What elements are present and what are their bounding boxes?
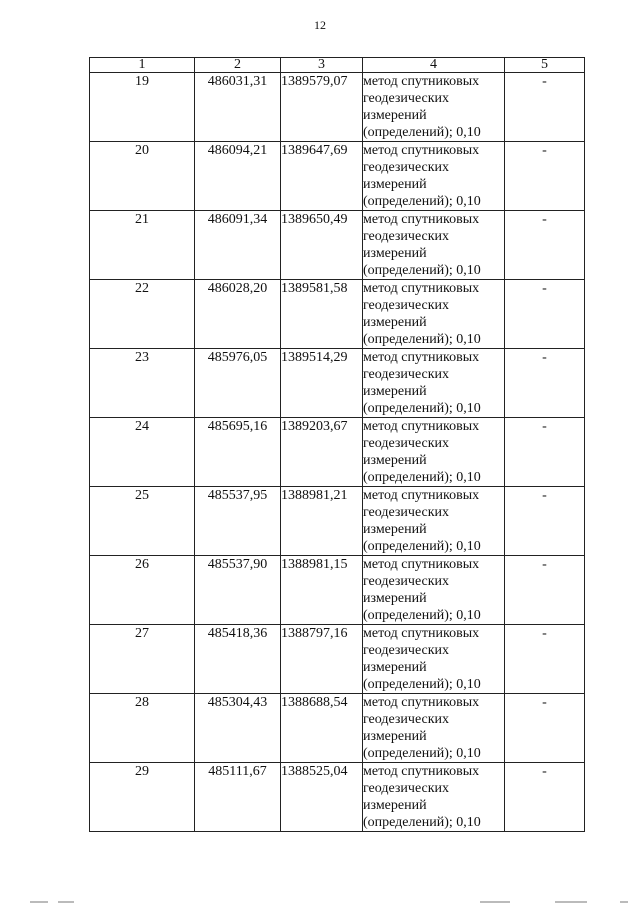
note-cell: - <box>505 487 585 556</box>
point-number-cell: 25 <box>90 487 195 556</box>
note-cell: - <box>505 694 585 763</box>
note-cell: - <box>505 556 585 625</box>
point-number-cell: 22 <box>90 280 195 349</box>
y-coordinate-cell: 1389514,29 <box>281 349 363 418</box>
table-row <box>90 280 585 349</box>
y-coordinate-cell: 1388797,16 <box>281 625 363 694</box>
method-text: метод спутниковых геодезических измерений (определений); 0,10 <box>363 626 481 692</box>
coordinates-table <box>89 57 585 832</box>
y-coordinate-cell: 1388981,15 <box>281 556 363 625</box>
method-cell <box>363 73 505 142</box>
table-row <box>90 487 585 556</box>
column-header-1: 1 <box>90 58 195 73</box>
method-text: метод спутниковых геодезических измерений (определений); 0,10 <box>363 764 481 830</box>
x-coordinate-cell: 486028,20 <box>195 280 281 349</box>
note-cell: - <box>505 280 585 349</box>
x-coordinate-cell: 485976,05 <box>195 349 281 418</box>
point-number-cell: 19 <box>90 73 195 142</box>
point-number-cell: 24 <box>90 418 195 487</box>
column-header-4: 4 <box>363 58 505 73</box>
method-cell <box>363 142 505 211</box>
x-coordinate-cell: 486031,31 <box>195 73 281 142</box>
x-coordinate-cell: 485537,90 <box>195 556 281 625</box>
method-text: метод спутниковых геодезических измерений (определений); 0,10 <box>363 419 481 485</box>
y-coordinate-cell: 1389650,49 <box>281 211 363 280</box>
method-text: метод спутниковых геодезических измерений (определений); 0,10 <box>363 143 481 209</box>
note-cell: - <box>505 349 585 418</box>
method-cell <box>363 211 505 280</box>
method-text: метод спутниковых геодезических измерений (определений); 0,10 <box>363 488 481 554</box>
point-number-cell: 20 <box>90 142 195 211</box>
table-row <box>90 418 585 487</box>
point-number-cell: 29 <box>90 763 195 832</box>
column-header-5: 5 <box>505 58 585 73</box>
y-coordinate-cell: 1389203,67 <box>281 418 363 487</box>
table-row <box>90 694 585 763</box>
y-coordinate-cell: 1388525,04 <box>281 763 363 832</box>
y-coordinate-cell: 1389579,07 <box>281 73 363 142</box>
method-text: метод спутниковых геодезических измерений (определений); 0,10 <box>363 350 481 416</box>
column-header-2: 2 <box>195 58 281 73</box>
x-coordinate-cell: 485304,43 <box>195 694 281 763</box>
x-coordinate-cell: 485111,67 <box>195 763 281 832</box>
y-coordinate-cell: 1388981,21 <box>281 487 363 556</box>
point-number-cell: 28 <box>90 694 195 763</box>
x-coordinate-cell: 485418,36 <box>195 625 281 694</box>
method-cell <box>363 487 505 556</box>
x-coordinate-cell: 485537,95 <box>195 487 281 556</box>
table-row <box>90 142 585 211</box>
x-coordinate-cell: 486091,34 <box>195 211 281 280</box>
note-cell: - <box>505 73 585 142</box>
note-cell: - <box>505 418 585 487</box>
table-row <box>90 349 585 418</box>
method-text: метод спутниковых геодезических измерений (определений); 0,10 <box>363 74 481 140</box>
method-cell <box>363 625 505 694</box>
table-row <box>90 211 585 280</box>
method-cell <box>363 418 505 487</box>
y-coordinate-cell: 1389581,58 <box>281 280 363 349</box>
point-number-cell: 23 <box>90 349 195 418</box>
scan-footer-marks <box>0 897 640 903</box>
method-cell <box>363 349 505 418</box>
y-coordinate-cell: 1388688,54 <box>281 694 363 763</box>
table-body <box>90 73 585 832</box>
table-row <box>90 73 585 142</box>
point-number-cell: 27 <box>90 625 195 694</box>
table-header-row <box>90 58 585 73</box>
note-cell: - <box>505 142 585 211</box>
method-cell <box>363 556 505 625</box>
method-cell <box>363 694 505 763</box>
method-text: метод спутниковых геодезических измерений (определений); 0,10 <box>363 557 481 623</box>
point-number-cell: 26 <box>90 556 195 625</box>
point-number-cell: 21 <box>90 211 195 280</box>
method-cell <box>363 763 505 832</box>
table-row <box>90 556 585 625</box>
page-number: 12 <box>314 18 326 32</box>
method-text: метод спутниковых геодезических измерений (определений); 0,10 <box>363 695 481 761</box>
x-coordinate-cell: 485695,16 <box>195 418 281 487</box>
method-text: метод спутниковых геодезических измерений (определений); 0,10 <box>363 212 481 278</box>
y-coordinate-cell: 1389647,69 <box>281 142 363 211</box>
method-cell <box>363 280 505 349</box>
note-cell: - <box>505 763 585 832</box>
table-row <box>90 763 585 832</box>
table-row <box>90 625 585 694</box>
note-cell: - <box>505 625 585 694</box>
method-text: метод спутниковых геодезических измерений (определений); 0,10 <box>363 281 481 347</box>
note-cell: - <box>505 211 585 280</box>
x-coordinate-cell: 486094,21 <box>195 142 281 211</box>
column-header-3: 3 <box>281 58 363 73</box>
